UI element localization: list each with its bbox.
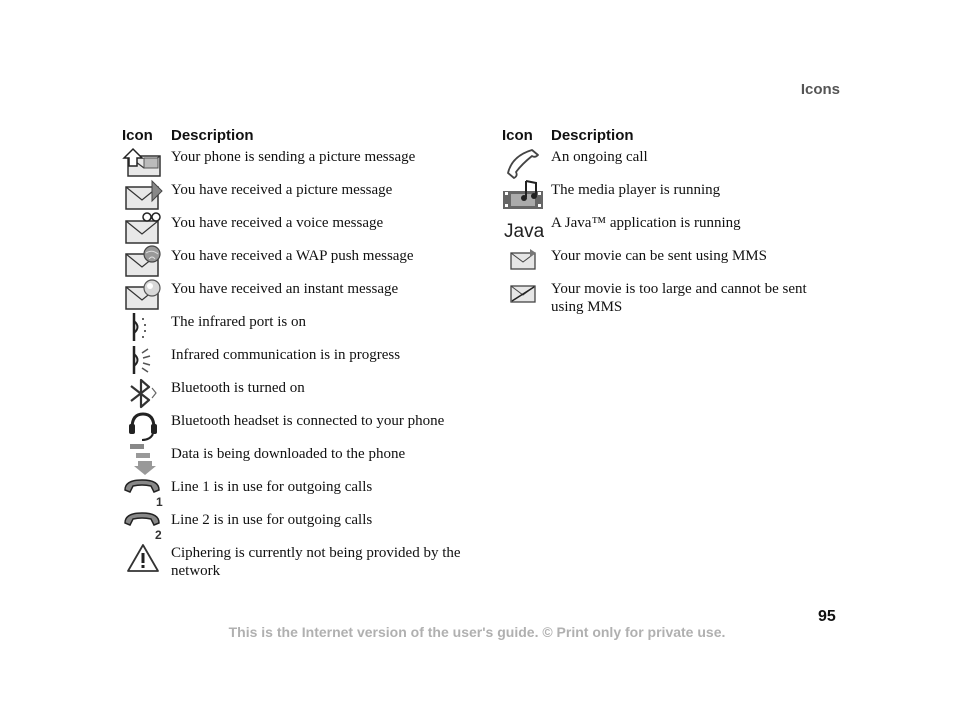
row-description: Infrared communication is in progress [171,347,401,363]
row-description: Your movie can be sent using MMS [551,248,767,264]
row-description: Ciphering is currently not being provided by the network [171,545,461,579]
page-number: 95 [818,608,836,625]
table-row [122,410,472,443]
row-description: Bluetooth headset is connected to your phone [171,413,445,429]
row-description: Your phone is sending a picture message [171,149,416,165]
table-row [502,278,842,316]
java-label: Java [504,221,544,242]
data-download-icon [122,443,171,476]
received-instant-message-icon [122,278,171,311]
row-description: The media player is running [551,182,721,198]
table-row [122,542,472,580]
table-row [122,476,472,509]
line-badge: 1 [156,495,163,509]
row-description: You have received a voice message [171,215,384,231]
ciphering-warning-icon [122,542,171,575]
row-description: You have received a picture message [171,182,393,198]
line-badge: 2 [155,528,162,542]
row-description: You have received an instant message [171,281,399,297]
table-row [502,146,842,179]
table-row [502,179,842,212]
row-description: Line 1 is in use for outgoing calls [171,479,373,495]
table-row [502,212,842,245]
table-row [122,278,472,311]
table-row [122,245,472,278]
received-picture-message-icon [122,179,171,212]
received-voice-message-icon [122,212,171,245]
column-header-description: Description [551,126,634,144]
footer-notice: This is the Internet version of the user's guide. © Print only for private use. [228,624,726,640]
table-row [122,179,472,212]
table-header [502,124,842,146]
row-description: An ongoing call [551,149,648,165]
received-wap-push-icon [122,245,171,278]
section-title: Icons [800,81,840,98]
infrared-active-icon [122,344,171,377]
infrared-on-icon [122,311,171,344]
row-description: You have received a WAP push message [171,248,414,264]
media-player-icon [502,179,551,212]
icon-table-right [502,124,842,316]
table-row [122,146,472,179]
table-row [122,377,472,410]
table-row [122,311,472,344]
column-header-icon: Icon [122,126,153,144]
line-1-icon [122,476,171,509]
java-icon [502,212,551,245]
row-description: The infrared port is on [171,314,306,330]
table-header [122,124,472,146]
column-header-icon: Icon [502,126,533,144]
bluetooth-headset-icon [122,410,171,443]
table-row [122,212,472,245]
table-row [122,509,472,542]
row-description: Your movie is too large and cannot be sent using MMS [551,281,807,315]
row-description: Data is being downloaded to the phone [171,446,406,462]
row-description: Bluetooth is turned on [171,380,305,396]
movie-mms-icon [502,245,551,278]
row-description: A Java™ application is running [551,215,741,231]
ongoing-call-icon [502,146,551,179]
movie-too-large-icon [502,278,551,311]
send-picture-message-icon [122,146,171,179]
icon-table-left [122,124,472,580]
table-row [502,245,842,278]
line-2-icon [122,509,171,542]
bluetooth-icon [122,377,171,410]
table-row [122,443,472,476]
column-header-description: Description [171,126,254,144]
table-row [122,344,472,377]
row-description: Line 2 is in use for outgoing calls [171,512,373,528]
